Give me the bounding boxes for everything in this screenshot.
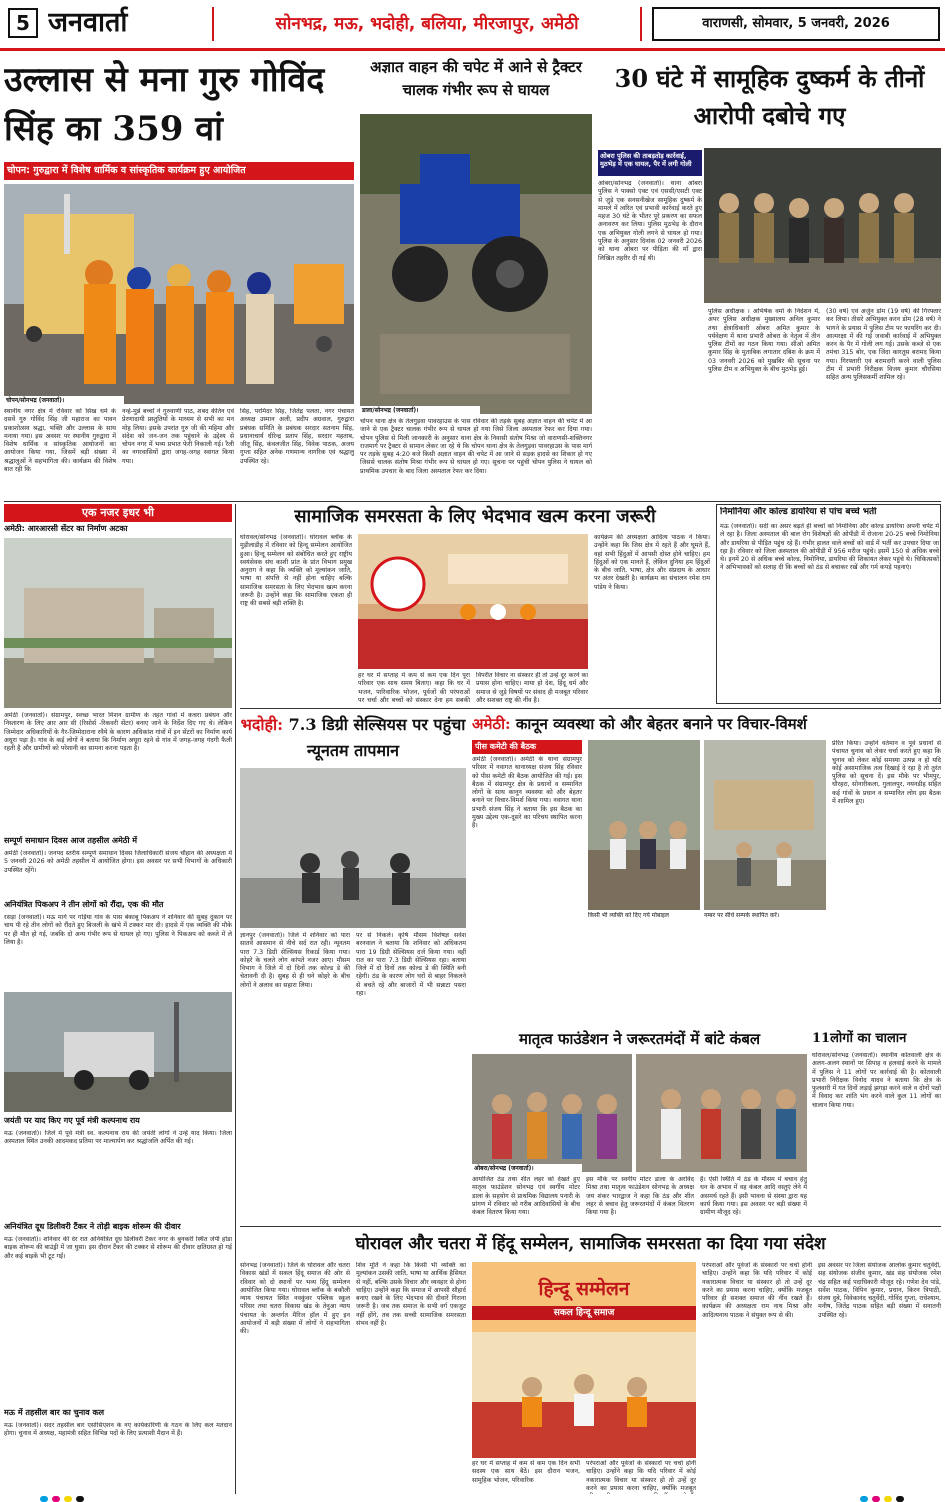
vertical-rule	[235, 504, 236, 1494]
cyan-mark	[860, 1496, 868, 1502]
magenta-mark	[872, 1496, 880, 1502]
headline-text: कानून व्यवस्था को और बेहतर बनाने पर विचार-विमर्श	[515, 715, 807, 733]
dateline: वाराणसी, सोमवार, 5 जनवरी, 2026	[652, 7, 940, 41]
body-right: प्रेरित किया। उन्होंने वर्तमान व पूर्व प्रधानों से पंचायत चुनाव को लेकर चर्चा करते हुए कहा कि चुनाव को लेकर कोई समस्या उत्पन्न न हो यदि कोई असामाजिक तत्व दिखाई दे रहा है तो तुरंत पुलिस को सूचना दें। इस मौके पर भीमपुर, धौरहरा, सोनारीकला, गुलालपुर, नयनडीह सहित कई गांवों के प्रधान व सम्मानित लोग इस बैठक में शामिल हुए।	[832, 740, 941, 806]
blanket-photo-1	[472, 1054, 632, 1172]
police-photo	[704, 148, 941, 303]
black-mark	[896, 1496, 904, 1502]
meeting-illustration	[588, 740, 700, 910]
black-mark	[76, 1496, 84, 1502]
masthead-rule	[0, 48, 945, 51]
headline: 11लोगों का चालान	[812, 1031, 907, 1046]
procession-illustration	[4, 184, 354, 404]
photo-caption: डाला/सोनभद्र (जनवार्ता)।	[360, 406, 480, 416]
rrc-building-illustration	[4, 538, 232, 708]
brief-5-body: मऊ (जनवार्ता)। शनिवार की देर रात अनियंत्रित दूध डिलीवरी टैंकर नगर के बुनकरी स्थित जेपी होंडा बाइक शोरूम की बाउंड्री में जा घुसा। इस दौरान टैंकर की टक्कर से शोरूम की दीवार क्षतिग्रस्त हो गई और कई बाइकें भी टूट गईं।	[4, 1236, 232, 1260]
brief-6-body: मऊ (जनवार्ता)। सदर तहसील बार एसोसिएशन के नए कार्यकारिणी के गठन के लिए कल मतदान होगा। चुनाव में अध्यक्ष, महामंत्री सहित विभिन्न पदों के लिए प्रत्याशी मैदान में हैं।	[4, 1422, 232, 1438]
fog-street-illustration	[240, 768, 466, 928]
brief-2-body: अमेठी (जनवार्ता)। जनपद स्तरीय सम्पूर्ण समाधान दिवस जिलाधिकारी संजय चौहान की अध्यक्षता में 5 जनवरी 2026 को अमेठी तहसील में आयोजित होगा। इस अवसर पर सभी विभागों के अधिकारी उपस्थित रहेंगे।	[4, 850, 232, 874]
pickup-photo	[4, 992, 232, 1112]
body-col-3: (30 वर्ष) एवं अर्जुन डोम (19 वर्ष) की गिरफ्तार कर लिया। तीसरे अभियुक्त करन डोम (28 वर्ष) ने भागने के प्रयास में पुलिस टीम पर फायरिंग कर दी। आत्मरक्षा में की गई जवाबी कार्रवाई में अभियुक्त करन के पैर में गोली लग गई। उसके कब्जे से एक तमंचा 315 बोर, एक जिंदा कारतूस बरामद किया गया। गिरफ्तारी एवं बरामदगी करने वाली पुलिस टीम में प्रभारी निरीक्षक विजय कुमार चौरसिया सहित अन्य पुलिसकर्मी शामिल रहे।	[826, 308, 941, 382]
section-rule	[240, 708, 941, 709]
story-amethi-peace	[472, 712, 941, 1022]
paper-name: जनवार्ता	[48, 7, 128, 38]
headline: अज्ञात वाहन की चपेट में आने से ट्रैक्टर चालक गंभीर रूप से घायल	[370, 58, 582, 99]
subheadline: चोपन: गुरुद्वारा में विशेष धार्मिक व सांस्कृतिक कार्यक्रम हुए आयोजित	[4, 162, 354, 180]
body-col-2: इस मौके पर स्वर्गीय मोटर डाला के अरविंद मिश्रा तथा मातृत्व फाउंडेशन सोनभद्र के अध्यक्ष जय शंकर भारद्वाज ने कहा कि ठंड और शीत लहर से बचाव हेतु जरूरतमंदों में कंबल वितरण किया गया है।	[586, 1176, 694, 1217]
body-col-2: पुलिस अधीक्षक । अभिषेक वर्मा के निर्देशन में, अपर पुलिस अधीक्षक मुख्यालय अनिल कुमार तथा क्षेत्राधिकारी ओबरा अमित कुमार के पर्यवेक्षण में थाना प्रभारी ओबरा के नेतृत्व में तीन पुलिस टीमों का गठन किया गया। सीओ अमित कुमार सिंह के मुताबिक लगातार दबिश के क्रम में 03 जनवरी 2026 को मुखबिर की सूचना पर पुलिस टीम व अभियुक्त के बीच मुठभेड़ हुई।	[708, 308, 820, 374]
body-col-3: है। ऐसी स्थिति में ठंड के मौसम में बचाव हेतु धन के अभाव में वह कंबल आदि वस्तुएं लेने में असमर्थ रहते हैं। इसी भावना से संस्था द्वारा यह कार्य किया गया। इस अवसर पर बड़ी संख्या में ग्रामीण मौजूद रहे।	[700, 1176, 807, 1217]
yellow-mark	[884, 1496, 892, 1502]
fog-photo	[240, 768, 466, 928]
section-rule	[240, 1226, 941, 1227]
tractor-photo	[360, 114, 592, 414]
meeting-photo-1	[588, 740, 700, 910]
sammelan-photo	[358, 534, 588, 669]
story-challan	[812, 1028, 941, 1222]
kicker: ओबरा पुलिस की ताबड़तोड़ कार्रवाई, मुठभेड़ में एक घायल, पैर में लगी गोली	[598, 150, 702, 176]
page-number: 5	[8, 8, 38, 38]
headline	[240, 712, 466, 764]
body-col-2: नन्हे-मुन्ने बच्चों ने गुरुवाणी पाठ, शबद कीर्तन एवं प्रेरणादायी प्रस्तुतियों के माध्यम से सभी का मन मोह लिया। इसके उपरांत गुरु जी की महिमा और संदेश को जन-जन तक पहुंचाने के उद्देश्य से चोपन नगर में भव्य प्रभात फेरी निकाली गई। रैली का नगरवासियों द्वारा जगह-जगह स्वागत किया गया।	[122, 408, 234, 465]
police-group-illustration	[704, 148, 941, 303]
headline: मातृत्व फाउंडेशन ने जरूरतमंदों में बांटे कंबल	[518, 1030, 761, 1048]
brief-4-body: मऊ (जनवार्ता)। जिले में पूर्व मंत्री स्व. कल्पनाथ राय की जयंती लोगों ने उन्हें याद किया। जिला अस्पताल स्थित उनकी आदमकद प्रतिमा पर माल्यार्पण कर श्रद्धांजलि अर्पित की गई।	[4, 1130, 232, 1146]
body: घोरावल/सोनभद्र (जनवार्ता)। स्थानीय कोतवाली क्षेत्र के अलग-अलग स्थानों पर सिपाह व हलवाई करने के मामले में पुलिस ने 11 लोगों पर कार्रवाई की है। कोतवाली प्रभारी निरीक्षक विनोद यादव ने बताया कि क्षेत्र के फुलवारी में गत दिनों लड़ाई झगड़ा करने वाले व दोनों पक्षों में विवाद कर शांति भंग करने वाले कुल 11 लोगों का चालान किया गया।	[812, 1052, 941, 1109]
photo-caption: ओबरा/सोनभद्र (जनवार्ता)।	[472, 1164, 582, 1174]
magenta-mark	[52, 1496, 60, 1502]
section-rule	[4, 501, 941, 502]
brief-1-headline: अमेठी: आरआरसी सेंटर का निर्माण अटका	[4, 524, 128, 533]
body-col-1: घोरावल/सोनभद्र (जनवार्ता)। घोरावल ब्लॉक के मुड़ीलाडीह में रविवार को हिन्दू सम्मेलन आयोजित हुआ। हिन्दू सम्मेलन को संबोधित करते हुए राष्ट्रीय स्वयंसेवक संघ काशी प्रांत के प्रांत विभाग प्रमुख अनुराग ने कहा कि व्यक्ति को मूल्यांकन जाति, भाषा या संपत्ति से नहीं होना चाहिए बल्कि सामाजिक समरसता के लिए भेदभाव खत्म करना जरूरी है। उन्होंने कहा कि सामाजिक एकता ही राष्ट्र की सबसे बड़ी शक्ति है।	[240, 534, 352, 608]
kicker: पीस कमेटी की बैठक	[472, 740, 582, 754]
story-bhadohi-temp	[240, 712, 466, 1082]
headline: 30 घंटे में सामूहिक दुष्कर्म के तीनों आरोपी दबोचे गए	[614, 64, 925, 131]
body-col-3: विपरीत विचार ना संस्कार ही तो उन्हें दूर करने का प्रयास होना चाहिए। माया हो देश, हिंदू धर्म और समाज से जुड़े विषयों पर संवाद ही मजबूत परिवार और सशक्त राष्ट्र की नींव है।	[476, 672, 588, 704]
photo-caption: हर घर में सप्ताह में कम से कम एक दिन सभी सदस्य एक साथ बैठें। इस दौरान भजन, सामूहिक भोजन, परिवारिक	[472, 1460, 580, 1484]
brief-5-headline: अनियंत्रित दूध डिलीवरी टैंकर ने तोड़ी बाइक शोरूम की दीवार	[4, 1222, 181, 1231]
districts: सोनभद्र, मऊ, भदोही, बलिया, मीरजापुर, अमेठी	[275, 14, 579, 34]
story-obra-arrest	[598, 56, 941, 498]
body: चोपन थाना क्षेत्र के तेलगुड़वा पावरहाउस के पास रविवार की तड़के सुबह अज्ञात वाहन की चपेट में आ जाने से एक ट्रैक्टर चालक गंभीर रूप से घायल हो गया जिसे जिला अस्पताल रेफर कर दिया गया। चोपन पुलिस से मिली जानकारी के अनुसार थाना क्षेत्र के निवासी संतोष मिश्रा जो वाराणसी-शक्तिनगर राजमार्ग पर ट्रैक्टर से सामान लेकर जा रहे थे कि चोपन थाना क्षेत्र के तेलगुड़वा पावरहाउस के पास मार्ग पर तड़के सुबह 4:20 बजे किसी अज्ञात वाहन की चपेट में आ जाने से सड़क हादसे का शिकार हो गए जिससे चालक संतोष मिश्रा गंभीर रूप से घायल हो गए। सूचना पर पहुंची चोपन पुलिस ने घायल को प्राथमिक उपचार के बाद जिला अस्पताल रेफर कर दिया।	[360, 418, 592, 475]
body-col-1: आयोजित ठंड तथा शीत लहर को देखते हुए मातृत्व फाउंडेशन सोनभद्र एवं स्वर्गीय मोटर डाला के सहयोग से प्राथमिक विद्यालय पनारी के प्रांगण में रविवार को गरीब आदिवासियों के बीच कंबल वितरण किया गया।	[472, 1176, 580, 1217]
story-tractor	[360, 56, 592, 498]
brief-2-headline: सम्पूर्ण समाधान दिवस आज तहसील अमेठी में	[4, 836, 138, 845]
story-ghorawal	[240, 1230, 941, 1494]
headline-prefix: अमेठी:	[472, 715, 511, 733]
meeting-photo-2	[704, 740, 826, 910]
tractor-illustration	[360, 114, 592, 414]
body-col-3: सिंह, परमिंदर सिंह, जितेंद्र पलता, नगर पंचायत अध्यक्ष उस्मान अली, प्रदीप अग्रवाल, गुरुद्वारा प्रबंधक समिति के प्रबंधक सरदार सतनाम सिंह, प्रधानाचार्य धीरेन्द्र प्रताप सिंह, सरदार महताब, जीतू सिंह, कंवलजीत सिंह, विवेक पाठक, अजय गुप्ता सहित अनेक गणमान्य नागरिक एवं श्रद्धालु उपस्थित रहे।	[240, 408, 354, 465]
rrc-photo	[4, 538, 232, 708]
masthead	[0, 0, 945, 46]
briefs-column	[4, 504, 232, 1494]
sammelan-banner-photo	[472, 1262, 696, 1458]
body-col-4: परंपराओं और पूर्वजों के संस्कारों पर चर्चा होनी चाहिए। उन्होंने कहा कि यदि परिवार में कोई नकारात्मक विचार या संस्कार हो तो उन्हें दूर करने का प्रयास करना चाहिए, क्योंकि मजबूत परिवार ही सशक्त समाज की नींव रखते हैं। कार्यक्रम की अध्यक्षता राम नाथ मिश्रा और आदित्यनाथ पाठक ने संयुक्त रूप से की।	[702, 1262, 812, 1319]
blanket-distribution-illustration	[472, 1054, 632, 1172]
body: मऊ (जनवार्ता)। सर्दी का असर बढ़ते ही बच्चों को निमोनिया और कोल्ड डायरिया अपनी चपेट में ले रहा है। जिला अस्पताल की बाल रोग विशेषज्ञों की ओपीडी में रोजाना 20-25 बच्चे निमोनिया और डायरिया से पीड़ित पहुंच रहे हैं। गंभीर हालत वाले बच्चों को वार्ड में भर्ती कर उपचार दिया जा रहा है। रविवार को जिला अस्पताल की ओपीडी में 956 मरीज पहुंचे। इसमें 150 से अधिक बच्चे थे। इनमें 20 से अधिक बच्चे कोल्ड, निमोनिया, डायरिया की शिकायत लेकर पहुंचे थे। चिकित्सकों ने अभिभावकों को सलाह दी कि बच्चों को ठंड से बचाकर रखें और गर्म कपड़े पहनाएं।	[720, 523, 939, 572]
brief-3-body: रसड़ा (जनवार्ता)। मऊ मार्ग पर गड़िया गांव के पास बेकाबू पिकअप ने शनिवार की सुबह दुकान पर चाय पी रहे तीन लोगों को रौंदते हुए बिजली के खंभे में टक्कर मार दी। हादसे में एक व्यक्ति की मौके पर ही मौत हो गई, जबकि दो अन्य गंभीर रूप से घायल हो गए। पुलिस ने पिकअप को कब्जे में ले लिया है।	[4, 914, 232, 946]
body-col-4: कार्यक्रम की अध्यक्षता आदित्य पाठक ने किया। उन्होंने कहा कि जिस क्षेत्र में रहते हैं और घूमते हैं, वहां सभी हिंदुओं में आपसी दोस्त होने चाहिए। हम हिंदुओं को एक मानते हैं, लेकिन दुनिया हम हिंदुओं के बीच जाति, भाषा, क्षेत्र और संप्रदाय के आधार पर अंतर देखती है। कार्यक्रम का संचालन रमेश राम पांडेय ने किया।	[594, 534, 710, 591]
cyan-mark	[40, 1496, 48, 1502]
brief-3-headline: अनियंत्रित पिकअप ने तीन लोगों को रौंदा, एक की मौत	[4, 900, 164, 909]
brief-1-body: अमेठी (जनवार्ता)। संग्रामपुर, स्वच्छ भारत मिशन ग्रामीण के तहत गांवों में कचरा प्रबंधन और निस्तारण के लिए आर आर सी (रिसोर्स -रिकवरी सेंटर) बनाए जाने के निर्देश दिए गए थे। लेकिन जिम्मेदार अधिकारियों के गैर-जिम्मेदाराना रवैये के कारण अधिकांश गांवों में इन सेंटरों का निर्माण कार्य अधूरा पड़ा है। गांव के कई लोगों ने बताया कि निर्माण अधूरा रहने से गांव में जगह-जगह गंदगी फैली रहती है और ग्रामीणों को परेशानी का सामना करना पड़ता है।	[4, 712, 232, 753]
district-band	[212, 7, 642, 41]
stage-illustration	[358, 534, 588, 669]
headline-prefix: भदोही:	[240, 715, 284, 734]
body-col-2: हर घर में सप्ताह में कम से कम एक दिन पूरा परिवार एक साथ समय बिताए। कहा कि घर में भजन, पारिवारिक भोजन, पूर्वजों की परंपराओं पर चर्चा और बच्चों को संस्कार देना हम सबकी	[358, 672, 470, 704]
brief-6-headline: मऊ में तहसील बार का चुनाव कल	[4, 1408, 105, 1417]
yellow-mark	[64, 1496, 72, 1502]
headline: उल्लास से मना गुरु गोविंद सिंह का 359 वां	[4, 60, 325, 150]
body-col-2: शिव मूर्ति ने कहा कि किसी भी व्यक्ति का मूल्यांकन उसकी जाति, भाषा या आर्थिक हैसियत से नहीं, बल्कि उसके विचार और व्यवहार से होना चाहिए। उन्होंने कहा कि समाज में आपसी सौहार्द बनाए रखने के लिए भेदभाव की दीवारें गिराना जरूरी है। जब तक समाज के सभी वर्ग एकजुट नहीं होंगे, तब तक सच्ची सामाजिक समरसता संभव नहीं है।	[356, 1262, 466, 1328]
photo-caption: चोपन/सोनभद्र (जनवार्ता)।	[4, 396, 124, 406]
headline: घोरावल और चतरा में हिंदू सम्मेलन, सामाजिक समरसता का दिया गया संदेश	[355, 1234, 826, 1254]
photo-caption-2: नम्बर पर सीधे सम्पर्क स्थापित करें।	[704, 912, 780, 919]
registration-marks	[0, 1496, 945, 1502]
photo-caption-1: किसी भी व्यक्ति को दिए गये मोबाइल	[588, 912, 669, 919]
story-samrasta	[240, 504, 710, 704]
story-pneumonia	[716, 504, 941, 704]
body-col-1: ओबरा/सोनभद्र (जनवार्ता)। थाना ओबरा पुलिस ने पाक्सो एक्ट एवं एससी/एसटी एक्ट से जुड़े एक सनसनीखेज सामूहिक दुष्कर्म के मामले में त्वरित एवं प्रभावी कार्रवाई करते हुए महज 30 घंटे के भीतर पूरे प्रकरण का सफल अनावरण कर लिया। पुलिस मुठभेड़ के दौरान एक अभियुक्त गोली लगने से घायल हो गया। पुलिस के अनुसार दिनांक 02 जनवरी 2026 को थाना ओबरा पर पीड़िता की माँ द्वारा लिखित तहरीर दी गई थी।	[598, 180, 702, 262]
procession-photo	[4, 184, 354, 404]
story-blankets	[472, 1028, 807, 1222]
body-col-1: ज्ञानपुर (जनवार्ता)। जिले में शनिवार को पारा सातवें आसमान से नीचे सर्द रात रही। न्यूनतम पारा 7.3 डिग्री सेल्सियस रिकार्ड किया गया। कोहरे के चलते लोग कांपते नजर आए। मौसम विभाग ने जिले में दो दिनों तक कोल्ड डे की चेतावनी दी है। सुबह से ही घने कोहरे के बीच लोगों ने अलाव का सहारा लिया।	[240, 932, 350, 989]
headline: निमोनिया और कोल्ड डायरिया से पांच बच्चे भर्ती	[720, 507, 877, 517]
headline	[472, 712, 941, 736]
story-gurupurab	[4, 56, 354, 498]
body-col-1: सोनभद्र (जनवार्ता)। जिले के घोरावल और चतरा विकास खंडों में सकल हिंदू समाज की ओर से रविवार को दो स्थानों पर भव्य हिंदू सम्मेलन आयोजित किया गया। घोरावल ब्लॉक के बकौली न्याय पंचायत स्थित नवकुंवर पब्लिक स्कूल परिसर तथा चतरा विकास खंड के तेनुआ न्याय पंचायत के अन्तर्गत मैरिज हॉल में हुए इन आयोजनों में बड़ी संख्या में लोगों ने सहभागिता की।	[240, 1262, 350, 1336]
body-col-2: पर से निकले। कृषि मौसम विशेषज्ञ सर्वेश बरनवाल ने बताया कि शनिवार को अधिकतम पारा 19 डिग्री सेल्सियस दर्ज किया गया। वहीं रात का पारा 7.3 डिग्री सेल्सियस रहा। बताया जिले में दो दिनों तक कोल्ड डे की स्थिति बनी रहेगी। ठंड के कारण लोग घरों से बाहर निकलने से बचते रहे और बाजारों में भी सन्नाटा पसरा रहा।	[356, 932, 466, 998]
body-col-3: परंपराओं और पूर्वजों के संस्कारों पर चर्चा होनी चाहिए। उन्होंने कहा कि यदि परिवार में कोई नकारात्मक विचार या संस्कार हो तो उन्हें दूर करने का प्रयास करना चाहिए, क्योंकि मजबूत	[586, 1460, 696, 1492]
banner-subtitle: सकल हिन्दू समाज	[472, 1306, 696, 1320]
body-col-1: स्थानीय नगर क्षेत्र में रविवार को सिख धर्म के दसवें गुरु गोविंद सिंह जी महाराज का पावन प्रकाशोत्सव श्रद्धा, भक्ति और उल्लास के साथ मनाया गया। इस अवसर पर स्थानीय गुरुद्वारा में विशेष धार्मिक व सांस्कृतिक आयोजनों का आयोजन किया गया, जिसमें बड़ी संख्या में श्रद्धालुओं ने सहभागिता की। कार्यक्रम की विशेष बात रही कि	[4, 408, 116, 474]
banner-title: हिन्दू सम्मेलन	[538, 1278, 630, 1300]
body-col-5: इस अवसर पर जिला संयोजक आलोक कुमार चतुर्वेदी, सह संयोजक संजीव कुमार, खंड सह संयोजक रमेश चंद्र सहित कई पदाधिकारी मौजूद रहे। गणेश देव पांडे, सर्वेश पाठक, विपिन कुमार, प्रधान, किरन त्रिपाठी, संजय दुबे, विवेकानंद चतुर्वेदी, गोविंद गुप्ता, राधेश्याम, मनीष, जितेंद्र पाठक सहित बड़ी संख्या में सनातनी उपस्थित रहे।	[818, 1262, 941, 1319]
group-illustration	[636, 1054, 807, 1172]
accident-illustration	[4, 992, 232, 1112]
blanket-photo-2	[636, 1054, 807, 1172]
briefs-header: एक नजर इधर भी	[4, 504, 232, 522]
headline: सामाजिक समरसता के लिए भेदभाव खत्म करना जरूरी	[294, 506, 656, 527]
body: अमेठी (जनवार्ता)। अमेठी के थाना संग्रामपुर परिसर में नवागत थानाध्यक्ष संजय सिंह रविवार को पीस कमेटी की बैठक आयोजित की गई। इस बैठक में संग्रामपुर क्षेत्र के प्रधानों व सम्मानित लोगों के साथ कानून व्यवस्था को और बेहतर बनाने पर विचार-विमर्श किया गया। नवागत थाना प्रभारी संजय सिंह ने बताया कि इस बैठक का मुख्य उद्देश्य एक-दूसरे का परिचय स्थापित करना है।	[472, 756, 582, 830]
brief-4-headline: जयंती पर याद किए गए पूर्व मंत्री कल्पनाथ राय	[4, 1116, 140, 1125]
police-station-illustration	[704, 740, 826, 910]
headline-text: 7.3 डिग्री सेल्सियस पर पहुंचा न्यूनतम तापमान	[288, 715, 466, 760]
